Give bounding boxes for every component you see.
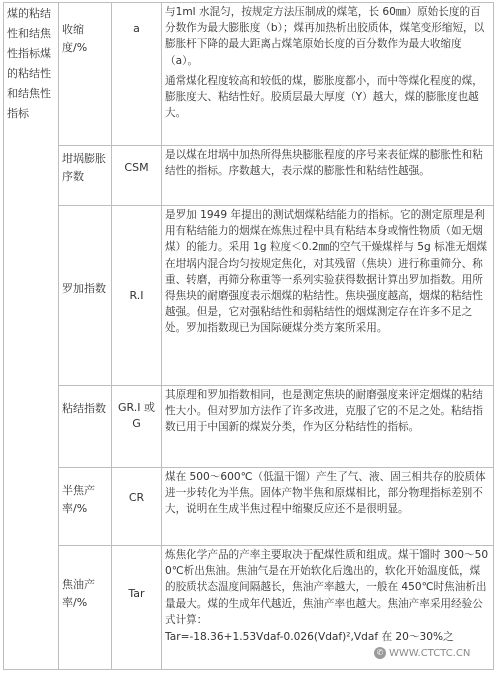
coal-index-table [3,2,494,670]
tar-formula: Tar=-18.36+1.53Vdaf-0.026(Vdaf)²,Vdaf 在 20～30%之 [165,631,454,644]
index-symbol: GR.I 或 G [112,386,162,468]
description-paragraph: 煤在 500～600℃（低温干馏）产生了气、液、固三相共存的胶质体进一步转化为半焦。固体产物半焦和原煤相比，部分物理指标差别不大，说明在生成半焦过程中缩聚反应还不是很明显。 [165,471,486,516]
index-description [162,386,494,468]
index-name: 罗加指数 [59,206,112,386]
index-description [162,206,494,386]
index-name: 焦油产率/% [59,546,112,670]
index-description [162,146,494,206]
description-paragraph: 其原理和罗加指数相同，也是测定焦块的耐磨强度来评定烟煤的粘结性大小。但对罗加方法作了许多改进，克服了它的不足之处。粘结指数已用于中国新的煤炭分类，作为区分粘结性的指标。 [165,389,483,434]
table-row-csm [4,146,494,206]
index-name: 收缩度/% [59,3,112,146]
table-row-semicoke [4,468,494,546]
index-name: 坩埚膨胀序数 [59,146,112,206]
index-symbol: Tar [112,546,162,670]
index-name: 半焦产率/% [59,468,112,546]
index-symbol: a [112,3,162,146]
index-description [162,3,494,146]
index-symbol: CR [112,468,162,546]
table-row-roga [4,206,494,386]
description-paragraph: 是以煤在坩埚中加热所得焦块膨胀程度的序号来表征煤的膨胀性和粘结性的指标。序数越大，表示煤的膨胀性和粘结性越强。 [165,149,483,178]
description-paragraph: 是罗加 1949 年提出的测试烟煤粘结能力的指标。它的测定原理是利用有粘结能力的烟煤在炼焦过程中具有粘结本身或惰性物质（如无烟煤）的能力。采用 1g 粒度＜0.2㎜的空气干燥煤样与 5g 标准无烟煤在坩埚内混合均匀按规定焦化，对其残留（焦块）进行称重筛分、称重、转磨，再筛分称重等一系列实验获得数据计算出罗加指数。用所得焦块的耐磨强度表示烟煤的粘结性。焦块强度越高，烟煤的粘结性越强。但是，它对强粘结性和弱粘结性的烟煤测定存在许多不足之处。罗加指数现已为国际硬煤分类方案所采用。 [165,209,488,335]
wechat-icon: ✆ [374,647,386,659]
watermark [372,647,472,659]
index-symbol: CSM [112,146,162,206]
category-cell: 煤的粘结性和结焦性指标煤的粘结性和结焦性指标 [4,3,59,670]
table-row-caking [4,386,494,468]
description-paragraph: 通常煤化程度较高和较低的煤，膨胀度都小，而中等煤化程度的煤，膨胀度大、粘结性好。胶质层最大厚度（Y）越大，煤的膨胀度也越大。 [165,74,483,120]
description-paragraph: 炼焦化学产品的产率主要取决于配煤性质和组成。煤干馏时 300～500℃析出焦油。焦油气是在开始软化后逸出的，软化开始温度低，煤的胶质状态温度间隔越长，焦油产率越大，一般在 450℃时焦油析出量最大。煤的生成年代越近，焦油产率也越大。焦油产率采用经验公式计算： [165,549,489,626]
index-name: 粘结指数 [59,386,112,468]
description-paragraph: 与1ml 水混匀，按规定方法压制成的煤笔，长 60㎜）原始长度的百分数作为最大膨胀度（b）；煤再加热析出胶质体，煤笔变形缩短，以膨胀杆下降的最大距离占煤笔原始长度的百分数作为最大收缩度（a）。 [165,6,485,67]
index-symbol: R.I [112,206,162,386]
index-description [162,468,494,546]
table-row-shrinkage [4,3,494,146]
watermark-text: WWW.CTCTC.CN [389,647,471,659]
